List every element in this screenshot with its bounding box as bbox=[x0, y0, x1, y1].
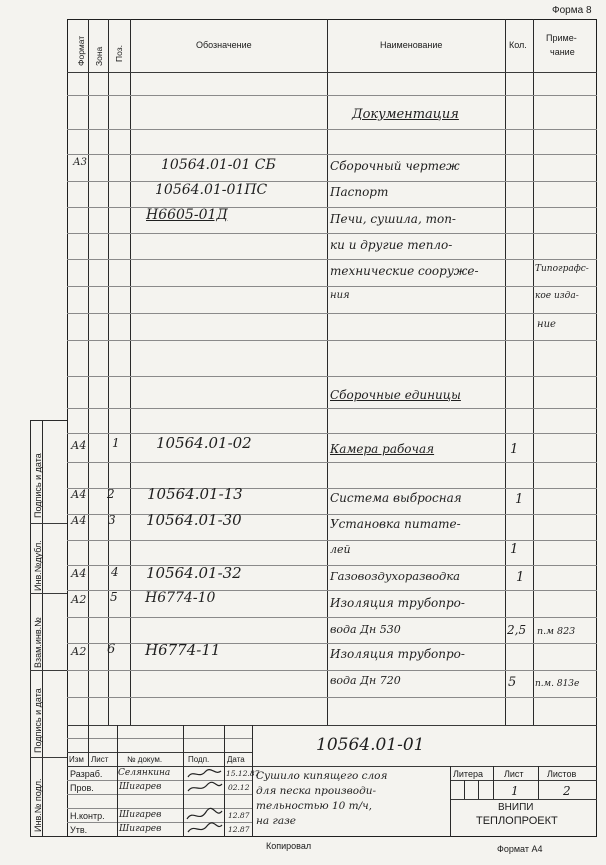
title-block-line bbox=[450, 799, 597, 800]
row-line bbox=[67, 129, 597, 130]
org-line2: ТЕПЛОПРОЕКТ bbox=[476, 815, 558, 827]
hdr-izm: Изм bbox=[69, 755, 84, 764]
header-note-line2: чание bbox=[550, 47, 575, 57]
row-line bbox=[67, 181, 597, 182]
margin-inv-dubl: Инв.№дубл. bbox=[33, 540, 43, 591]
item-name-line: Установка питате- bbox=[330, 517, 461, 531]
title-block-top bbox=[67, 725, 597, 726]
col-divider-pos bbox=[130, 19, 131, 725]
item-name-line: вода Дн 720 bbox=[330, 674, 401, 687]
document-code: 10564.01-01 bbox=[316, 735, 425, 755]
person-nkontr: Шигарев bbox=[119, 810, 162, 820]
doc-name: Сборочный чертеж bbox=[330, 159, 460, 173]
header-note-line1: Приме- bbox=[546, 33, 577, 43]
row-line bbox=[67, 433, 597, 434]
date-utv: 12.87 bbox=[228, 825, 250, 834]
item-pos: 4 bbox=[111, 565, 119, 579]
item-pos: 6 bbox=[107, 642, 116, 657]
doc-note-line: ние bbox=[537, 319, 556, 330]
sheet-label: Лист bbox=[504, 769, 524, 779]
item-qty: 2,5 bbox=[507, 623, 527, 637]
col-divider-name bbox=[505, 19, 506, 725]
doc-note-line: кое изда- bbox=[535, 291, 579, 301]
row-line bbox=[67, 670, 597, 671]
row-line bbox=[67, 313, 597, 314]
margin-sign-date-top: Подпись и дата bbox=[33, 453, 43, 518]
item-name-line: вода Дн 530 bbox=[330, 623, 401, 636]
item-designation: 10564.01-32 bbox=[146, 564, 242, 582]
footer-copied: Копировал bbox=[266, 841, 312, 851]
row-line bbox=[67, 462, 597, 463]
hdr-list: Лист bbox=[91, 755, 109, 764]
item-designation: 10564.01-30 bbox=[146, 511, 242, 529]
section-documentation: Документация bbox=[352, 107, 459, 122]
col-divider-designation bbox=[327, 19, 328, 725]
item-format: А4 bbox=[71, 514, 87, 527]
doc-name-line: ния bbox=[330, 290, 350, 301]
litera-label: Литера bbox=[453, 769, 483, 779]
title-block-line bbox=[67, 766, 597, 767]
title-line: Сушило кипящего слоя bbox=[256, 770, 388, 782]
col-divider-format bbox=[88, 19, 89, 725]
item-pos: 2 bbox=[107, 487, 115, 501]
col-divider-zone bbox=[108, 19, 109, 725]
row-line bbox=[67, 286, 597, 287]
date-prov: 02.12 bbox=[228, 783, 250, 792]
doc-designation: 10564.01-01ПС bbox=[155, 182, 268, 198]
row-line bbox=[67, 259, 597, 260]
left-margin-line bbox=[30, 523, 67, 524]
person-prov: Шигарев bbox=[119, 782, 162, 792]
margin-vzam-inv: Взам.инв.№ bbox=[33, 617, 43, 668]
item-qty: 1 bbox=[510, 542, 519, 557]
doc-format: А3 bbox=[73, 157, 87, 168]
doc-name: Паспорт bbox=[330, 185, 389, 199]
date-razrab: 15.12.87 bbox=[226, 769, 260, 778]
item-qty: 1 bbox=[510, 442, 519, 457]
row-line bbox=[67, 233, 597, 234]
person-utv: Шигарев bbox=[119, 824, 162, 834]
item-note: п.м 823 bbox=[537, 626, 576, 637]
row-line bbox=[67, 376, 597, 377]
title-block-divider bbox=[117, 725, 118, 837]
doc-designation: Н6605-01Д bbox=[146, 207, 228, 223]
hdr-podp: Подп. bbox=[188, 755, 210, 764]
doc-designation: 10564.01-01 СБ bbox=[161, 157, 276, 173]
header-zone: Зона bbox=[94, 46, 104, 66]
item-name-line: Система выбросная bbox=[330, 491, 462, 505]
header-pos: Поз. bbox=[114, 45, 124, 62]
date-nkontr: 12.87 bbox=[228, 811, 250, 820]
row-line bbox=[67, 697, 597, 698]
margin-sign-date-bottom: Подпись и дата bbox=[33, 688, 43, 753]
role-razrab: Разраб. bbox=[70, 769, 103, 779]
item-format: А2 bbox=[71, 593, 87, 606]
margin-inv-podl: Инв.№ подл. bbox=[33, 778, 43, 832]
item-note: п.м. 813е bbox=[535, 679, 580, 689]
title-line: на газе bbox=[256, 815, 297, 827]
item-name-line: Камера рабочая bbox=[330, 442, 435, 456]
item-designation: 10564.01-13 bbox=[147, 485, 243, 503]
header-qty: Кол. bbox=[509, 40, 527, 50]
row-line bbox=[67, 617, 597, 618]
sheet-value: 1 bbox=[511, 784, 519, 798]
item-designation: Н6774-11 bbox=[145, 641, 221, 659]
org-line1: ВНИПИ bbox=[498, 802, 534, 813]
item-qty: 5 bbox=[508, 675, 517, 690]
signatures bbox=[185, 767, 225, 837]
item-pos: 3 bbox=[108, 513, 116, 527]
left-margin-line bbox=[30, 757, 67, 758]
row-line bbox=[67, 408, 597, 409]
section-assembly-units: Сборочные единицы bbox=[330, 388, 461, 402]
person-razrab: Селянкина bbox=[118, 768, 171, 778]
header-designation: Обозначение bbox=[196, 40, 252, 50]
role-nkontr: Н.контр. bbox=[70, 811, 105, 821]
doc-note-line: Типографс- bbox=[535, 264, 589, 274]
left-margin-line bbox=[30, 670, 67, 671]
doc-name-line: Печи, сушила, топ- bbox=[330, 212, 456, 226]
footer-format: Формат А4 bbox=[497, 844, 543, 854]
item-name-line: Газовоздухоразводка bbox=[330, 569, 461, 583]
item-name-line: Изоляция трубопро- bbox=[330, 647, 465, 661]
row-line bbox=[67, 95, 597, 96]
spec-frame bbox=[67, 19, 597, 837]
row-line bbox=[67, 154, 597, 155]
hdr-ndoc: № докум. bbox=[127, 755, 163, 764]
item-qty: 1 bbox=[516, 570, 525, 585]
header-format: Формат bbox=[76, 35, 86, 66]
item-pos: 5 bbox=[110, 590, 118, 604]
header-name: Наименование bbox=[380, 40, 443, 50]
title-line: тельностью 10 т/ч, bbox=[256, 800, 373, 812]
sheets-label: Листов bbox=[547, 769, 577, 779]
row-line bbox=[67, 340, 597, 341]
item-pos: 1 bbox=[112, 436, 120, 450]
title-block-divider bbox=[464, 780, 465, 799]
form-label: Форма 8 bbox=[552, 5, 592, 16]
item-format: А4 bbox=[71, 567, 87, 580]
role-prov: Пров. bbox=[70, 783, 94, 793]
item-format: А4 bbox=[71, 488, 87, 501]
item-designation: 10564.01-02 bbox=[156, 434, 252, 452]
item-name-line: лей bbox=[330, 543, 351, 556]
item-qty: 1 bbox=[515, 492, 524, 507]
doc-name-line: ки и другие тепло- bbox=[330, 238, 453, 252]
title-block-divider bbox=[478, 780, 479, 799]
sheets-value: 2 bbox=[563, 784, 571, 798]
item-designation: Н6774-10 bbox=[145, 590, 216, 606]
title-block-line bbox=[450, 780, 597, 781]
row-line bbox=[67, 540, 597, 541]
item-format: А2 bbox=[71, 645, 87, 658]
hdr-data: Дата bbox=[227, 755, 245, 764]
col-divider-qty bbox=[533, 19, 534, 725]
title-block-divider bbox=[88, 725, 89, 766]
title-block-divider bbox=[183, 725, 184, 837]
item-format: А4 bbox=[71, 439, 87, 452]
title-line: для песка производи- bbox=[256, 785, 377, 797]
role-utv: Утв. bbox=[70, 825, 88, 835]
title-block-divider bbox=[493, 766, 494, 799]
doc-name-line: технические сооруже- bbox=[330, 264, 479, 278]
item-name-line: Изоляция трубопро- bbox=[330, 596, 465, 610]
title-block-divider bbox=[252, 725, 253, 837]
title-block-divider bbox=[450, 766, 451, 837]
header-bottom-line bbox=[67, 72, 597, 73]
left-margin-line bbox=[30, 593, 67, 594]
title-block-divider bbox=[538, 766, 539, 799]
